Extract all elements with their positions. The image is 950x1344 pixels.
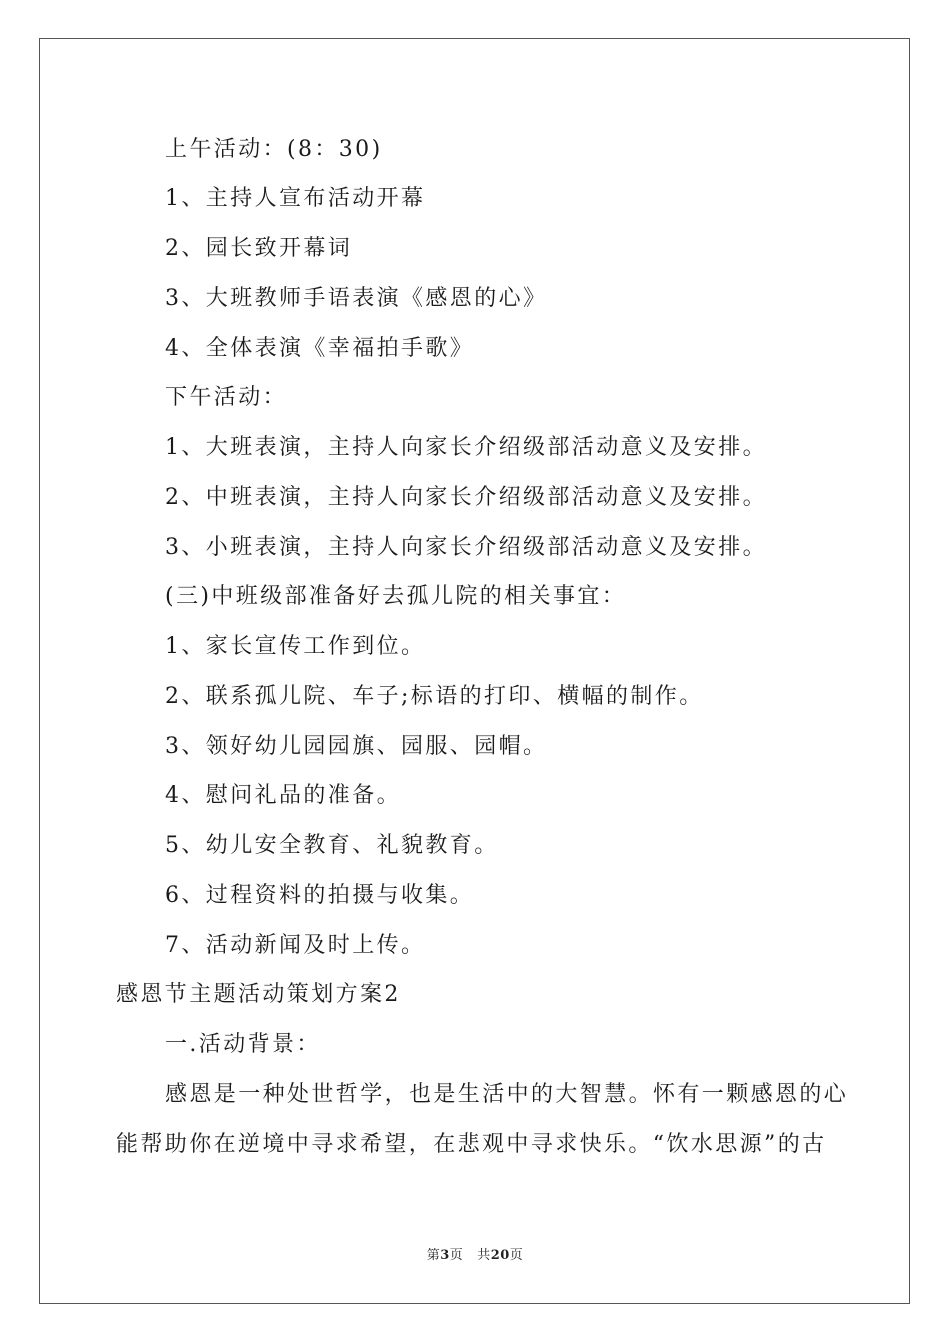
- page-footer: [0, 1247, 950, 1265]
- list-item: 2、中班表演，主持人向家长介绍级部活动意义及安排。: [165, 485, 767, 510]
- total-prefix: 共: [477, 1248, 491, 1263]
- list-item: 2、联系孤儿院、车子;标语的打印、横幅的制作。: [165, 684, 704, 709]
- list-item: 6、过程资料的拍摄与收集。: [165, 883, 475, 908]
- orphanage-prep-heading: (三)中班级部准备好去孤儿院的相关事宜：: [165, 584, 627, 609]
- paragraph-line: 感恩是一种处世哲学，也是生活中的大智慧。怀有一颗感恩的心: [165, 1082, 849, 1107]
- morning-activity-heading: 上午活动：(8：30): [165, 137, 383, 162]
- page-prefix: 第: [426, 1248, 441, 1263]
- list-item: 1、大班表演，主持人向家长介绍级部活动意义及安排。: [165, 435, 767, 460]
- current-page-number: 3: [440, 1248, 450, 1263]
- total-pages-number: 20: [490, 1248, 510, 1263]
- total-suffix: 页: [509, 1248, 524, 1263]
- list-item: 3、大班教师手语表演《感恩的心》: [165, 286, 548, 311]
- list-item: 7、活动新闻及时上传。: [165, 933, 426, 958]
- paragraph-line: 能帮助你在逆境中寻求希望，在悲观中寻求快乐。“饮水思源”的古: [116, 1132, 827, 1157]
- list-item: 3、小班表演，主持人向家长介绍级部活动意义及安排。: [165, 535, 767, 560]
- page-border: [39, 38, 910, 1304]
- list-item: 1、家长宣传工作到位。: [165, 634, 426, 659]
- list-item: 3、领好幼儿园园旗、园服、园帽。: [165, 734, 548, 759]
- page-suffix: 页: [449, 1248, 464, 1263]
- list-item: 4、全体表演《幸福拍手歌》: [165, 336, 475, 361]
- afternoon-activity-heading: 下午活动：: [165, 385, 288, 410]
- list-item: 4、慰问礼品的准备。: [165, 783, 401, 808]
- list-item: 1、主持人宣布活动开幕: [165, 186, 426, 211]
- list-item: 5、幼儿安全教育、礼貌教育。: [165, 833, 499, 858]
- section-title: 感恩节主题活动策划方案2: [116, 982, 401, 1007]
- list-item: 2、园长致开幕词: [165, 236, 353, 261]
- subheading: 一.活动背景：: [165, 1032, 321, 1057]
